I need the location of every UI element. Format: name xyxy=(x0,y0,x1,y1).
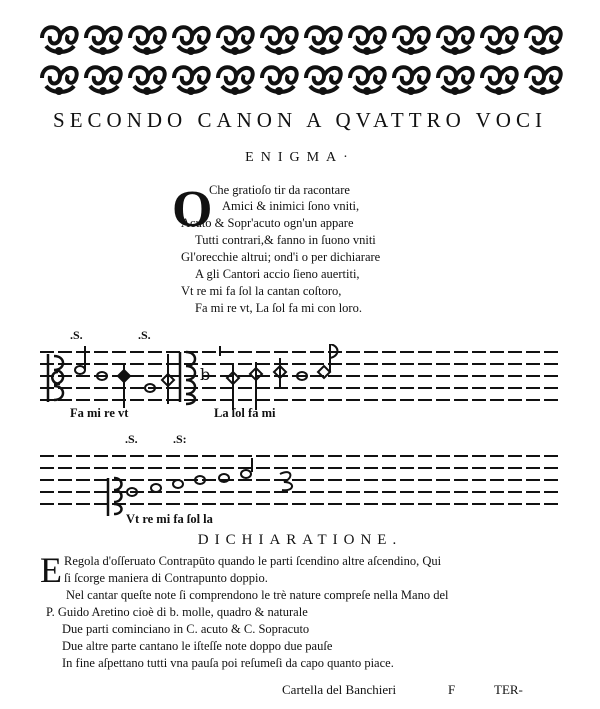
clef-glyph xyxy=(108,478,122,516)
poem-line: A gli Cantori accio ſieno auertiti, xyxy=(195,267,360,281)
catchword: TER- xyxy=(494,682,523,697)
signum-mark: .S: xyxy=(173,432,187,446)
poem-line: Amici & inimici ſono vniti, xyxy=(222,199,360,213)
poem-drop-initial: O xyxy=(172,181,213,238)
signature-mark: F xyxy=(448,682,456,697)
declaration-line: Nel cantar queſte note ſi comprendono le trè nature compreſe nella Mano del xyxy=(66,588,449,602)
declaration-line: In fine aſpettano tutti vna pauſa poi reſumeſi da capo quanto piace. xyxy=(62,656,394,670)
clef-glyph xyxy=(48,354,63,402)
declaration-line: ſi ſcorge maniera di Contrapunto doppio. xyxy=(64,571,268,585)
poem-line: Tutti contrari,& fanno in ſuono vniti xyxy=(195,233,376,247)
declaration-line: P. Guido Aretino cioè di b. molle, quadro & naturale xyxy=(46,605,308,619)
poem-line: Gl'orecchie altrui; ond'i o per dichiarare xyxy=(181,250,381,264)
signum-mark: .S. xyxy=(138,328,151,342)
page-title: SECONDO CANON A QVATTRO VOCI xyxy=(53,108,547,132)
music-staff-1 xyxy=(40,344,560,414)
page-subtitle: ENIGMA· xyxy=(245,150,355,165)
declaration-heading: DICHIARATIONE. xyxy=(197,532,403,548)
second-clef xyxy=(180,352,210,404)
declaration-drop-initial: E xyxy=(40,550,62,590)
ornament-row-bottom xyxy=(42,67,561,95)
signum-mark: .S. xyxy=(125,432,138,446)
signum-mark: .S. xyxy=(70,328,83,342)
ornament-band xyxy=(38,18,568,102)
poem-line: Fa mi re vt, La ſol fa mi con loro. xyxy=(195,301,362,315)
declaration-line: Regola d'oſſeruato Contrapūto quando le parti ſcendino altre aſcendino, Qui xyxy=(64,554,442,568)
ornament-row-top xyxy=(42,27,561,55)
note-heads xyxy=(127,458,292,496)
syllable-group: La ſol fa mi xyxy=(214,406,276,420)
syllable-group: Fa mi re vt xyxy=(70,406,129,420)
declaration-line: Due parti cominciano in C. acuto & C. Sopracuto xyxy=(62,622,310,636)
svg-text:b: b xyxy=(200,365,211,384)
declaration-line: Due altre parte cantano le iſteſſe note doppo due pauſe xyxy=(62,639,333,653)
music-staff-2 xyxy=(40,448,560,518)
poem-line: Vt re mi fa ſol la cantan coſtoro, xyxy=(181,284,342,298)
poem-line: Che gratioſo tir da racontare xyxy=(209,183,350,197)
poem-line: Acuto & Sopr'acuto ogn'un appare xyxy=(181,216,354,230)
author-credit: Cartella del Banchieri xyxy=(282,682,397,697)
syllable-group: Vt re mi fa ſol la xyxy=(126,512,213,526)
